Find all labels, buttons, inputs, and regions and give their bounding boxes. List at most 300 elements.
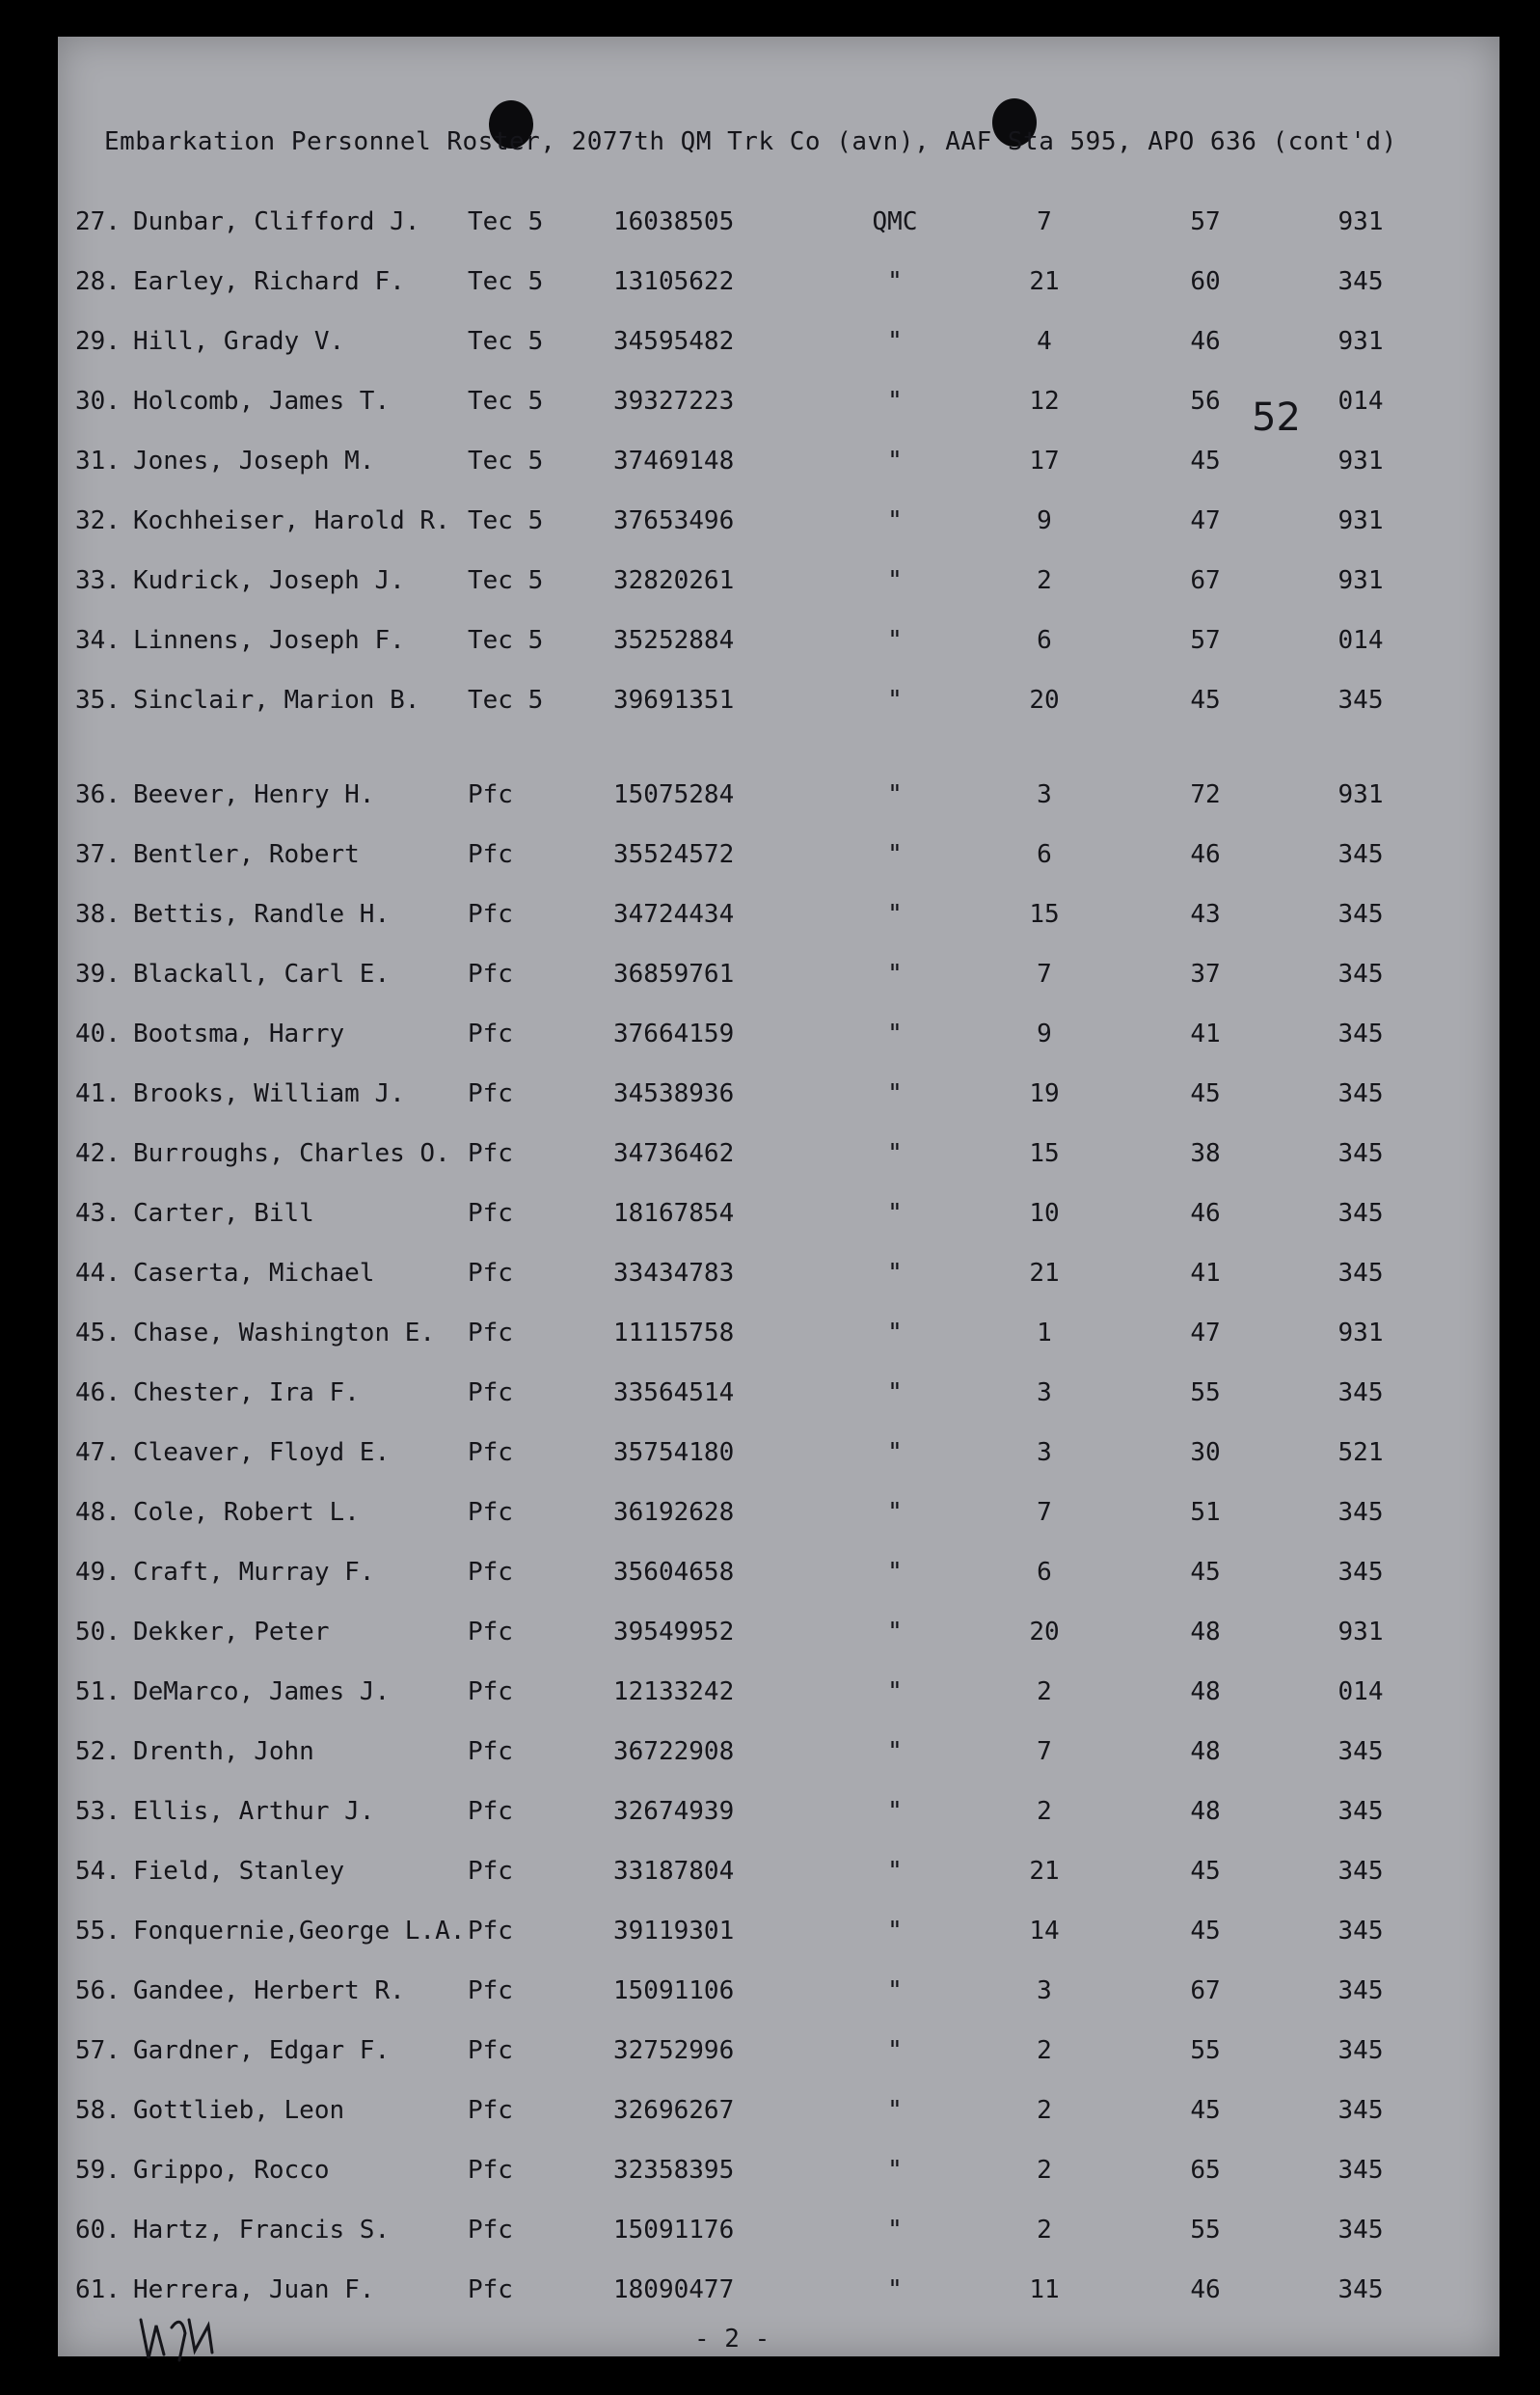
row-number: 33. [75, 566, 121, 595]
row-value-a: 2 [1037, 1677, 1052, 1706]
row-rank: Tec 5 [468, 387, 544, 416]
row-branch: " [887, 566, 903, 595]
row-serial-number: 39327223 [613, 387, 735, 416]
row-value-c: 345 [1337, 2036, 1384, 2065]
row-rank: Tec 5 [468, 267, 544, 296]
row-number: 57. [75, 2036, 121, 2065]
row-value-a: 15 [1029, 900, 1060, 929]
row-number: 41. [75, 1079, 121, 1108]
row-serial-number: 37469148 [613, 447, 735, 476]
row-branch: " [887, 1558, 903, 1587]
row-rank: Pfc [468, 900, 513, 929]
row-value-b: 48 [1190, 1618, 1221, 1647]
row-value-b: 55 [1190, 2036, 1221, 2065]
row-rank: Tec 5 [468, 327, 544, 356]
row-value-c: 345 [1337, 1020, 1384, 1048]
row-number: 58. [75, 2096, 121, 2125]
row-value-c: 931 [1337, 447, 1384, 476]
roster-header: Embarkation Personnel Roster, 2077th QM Trk Co (avn), AAF Sta 595, APO 636 (cont'd) [104, 127, 1397, 156]
row-value-b: 45 [1190, 1079, 1221, 1108]
row-value-b: 55 [1190, 1378, 1221, 1407]
row-branch: " [887, 1737, 903, 1766]
row-value-c: 345 [1337, 2096, 1384, 2125]
row-serial-number: 35604658 [613, 1558, 735, 1587]
row-value-b: 41 [1190, 1020, 1221, 1048]
row-serial-number: 18090477 [613, 2275, 735, 2304]
row-value-c: 931 [1337, 780, 1384, 809]
row-value-b: 30 [1190, 1438, 1221, 1467]
row-name: Blackall, Carl E. [133, 960, 391, 989]
row-branch: " [887, 840, 903, 869]
row-name: Beever, Henry H. [133, 780, 375, 809]
row-name: Dunbar, Clifford J. [133, 207, 420, 236]
row-rank: Pfc [468, 1079, 513, 1108]
roster-row [58, 1613, 1499, 1651]
row-rank: Tec 5 [468, 207, 544, 236]
roster-row [58, 1433, 1499, 1472]
row-value-c: 345 [1337, 1139, 1384, 1168]
row-rank: Pfc [468, 1498, 513, 1527]
row-name: Craft, Murray F. [133, 1558, 375, 1587]
row-value-c: 014 [1337, 387, 1384, 416]
row-serial-number: 33434783 [613, 1259, 735, 1288]
row-branch: " [887, 267, 903, 296]
row-branch: " [887, 1857, 903, 1886]
row-value-b: 41 [1190, 1259, 1221, 1288]
row-value-b: 60 [1190, 267, 1221, 296]
row-name: Caserta, Michael [133, 1259, 375, 1288]
row-number: 53. [75, 1797, 121, 1826]
row-value-b: 45 [1190, 1917, 1221, 1946]
row-number: 52. [75, 1737, 121, 1766]
row-value-c: 345 [1337, 1976, 1384, 2005]
row-value-c: 345 [1337, 900, 1384, 929]
row-value-b: 45 [1190, 686, 1221, 715]
row-name: Kudrick, Joseph J. [133, 566, 405, 595]
row-serial-number: 34538936 [613, 1079, 735, 1108]
row-rank: Pfc [468, 2156, 513, 2185]
row-rank: Pfc [468, 1558, 513, 1587]
row-rank: Pfc [468, 1139, 513, 1168]
row-value-b: 72 [1190, 780, 1221, 809]
row-value-c: 345 [1337, 1199, 1384, 1228]
row-number: 46. [75, 1378, 121, 1407]
row-serial-number: 32674939 [613, 1797, 735, 1826]
row-value-a: 4 [1037, 327, 1052, 356]
row-value-c: 345 [1337, 1917, 1384, 1946]
row-value-c: 014 [1337, 626, 1384, 655]
row-value-b: 67 [1190, 1976, 1221, 2005]
row-branch: " [887, 387, 903, 416]
row-branch: " [887, 780, 903, 809]
row-value-b: 47 [1190, 506, 1221, 535]
row-value-c: 931 [1337, 327, 1384, 356]
roster-row [58, 1075, 1499, 1113]
row-value-b: 37 [1190, 960, 1221, 989]
row-rank: Pfc [468, 1618, 513, 1647]
row-number: 61. [75, 2275, 121, 2304]
row-serial-number: 37664159 [613, 1020, 735, 1048]
row-name: Fonquernie,George L.A. [133, 1917, 466, 1946]
row-name: Brooks, William J. [133, 1079, 405, 1108]
row-value-a: 3 [1037, 1378, 1052, 1407]
row-value-a: 7 [1037, 960, 1052, 989]
row-rank: Pfc [468, 1319, 513, 1347]
row-value-c: 931 [1337, 506, 1384, 535]
row-rank: Pfc [468, 1259, 513, 1288]
row-number: 56. [75, 1976, 121, 2005]
row-value-b: 45 [1190, 1857, 1221, 1886]
row-value-a: 21 [1029, 267, 1060, 296]
row-value-b: 45 [1190, 2096, 1221, 2125]
row-serial-number: 16038505 [613, 207, 735, 236]
row-branch: " [887, 1797, 903, 1826]
row-name: Sinclair, Marion B. [133, 686, 420, 715]
row-value-a: 11 [1029, 2275, 1060, 2304]
row-number: 43. [75, 1199, 121, 1228]
row-branch: " [887, 1677, 903, 1706]
roster-row [58, 1194, 1499, 1233]
roster-row [58, 2091, 1499, 2130]
row-branch: " [887, 327, 903, 356]
row-value-b: 46 [1190, 1199, 1221, 1228]
row-name: Bettis, Randle H. [133, 900, 391, 929]
row-value-a: 15 [1029, 1139, 1060, 1168]
row-rank: Pfc [468, 1917, 513, 1946]
row-rank: Tec 5 [468, 566, 544, 595]
row-value-c: 345 [1337, 1079, 1384, 1108]
row-branch: " [887, 1139, 903, 1168]
row-value-a: 2 [1037, 2216, 1052, 2245]
row-branch: " [887, 626, 903, 655]
row-value-c: 931 [1337, 1618, 1384, 1647]
roster-row [58, 2031, 1499, 2070]
row-branch: " [887, 2156, 903, 2185]
roster-row [58, 2211, 1499, 2249]
row-serial-number: 32358395 [613, 2156, 735, 2185]
row-number: 50. [75, 1618, 121, 1647]
row-rank: Pfc [468, 960, 513, 989]
roster-row [58, 1732, 1499, 1771]
row-branch: " [887, 960, 903, 989]
row-value-c: 345 [1337, 267, 1384, 296]
row-number: 29. [75, 327, 121, 356]
row-rank: Pfc [468, 840, 513, 869]
row-value-b: 67 [1190, 566, 1221, 595]
row-value-a: 21 [1029, 1259, 1060, 1288]
row-serial-number: 36722908 [613, 1737, 735, 1766]
row-number: 37. [75, 840, 121, 869]
row-value-a: 1 [1037, 1319, 1052, 1347]
roster-row [58, 776, 1499, 814]
roster-row [58, 1314, 1499, 1352]
row-branch: " [887, 2036, 903, 2065]
row-rank: Tec 5 [468, 506, 544, 535]
row-serial-number: 35524572 [613, 840, 735, 869]
row-name: Gardner, Edgar F. [133, 2036, 391, 2065]
row-name: Carter, Bill [133, 1199, 314, 1228]
page-number: - 2 - [694, 2325, 770, 2354]
row-value-c: 345 [1337, 1498, 1384, 1527]
row-number: 40. [75, 1020, 121, 1048]
row-branch: " [887, 1020, 903, 1048]
row-name: Holcomb, James T. [133, 387, 391, 416]
row-branch: " [887, 1917, 903, 1946]
row-value-a: 6 [1037, 1558, 1052, 1587]
row-rank: Pfc [468, 2216, 513, 2245]
row-name: Bootsma, Harry [133, 1020, 345, 1048]
row-number: 48. [75, 1498, 121, 1527]
row-value-a: 9 [1037, 1020, 1052, 1048]
roster-rows [58, 37, 1499, 2356]
row-rank: Pfc [468, 1199, 513, 1228]
row-branch: " [887, 900, 903, 929]
row-name: Herrera, Juan F. [133, 2275, 375, 2304]
row-name: Drenth, John [133, 1737, 314, 1766]
row-name: DeMarco, James J. [133, 1677, 391, 1706]
row-rank: Pfc [468, 2275, 513, 2304]
row-value-b: 48 [1190, 1797, 1221, 1826]
row-number: 38. [75, 900, 121, 929]
row-serial-number: 39549952 [613, 1618, 735, 1647]
row-value-a: 2 [1037, 2156, 1052, 2185]
row-branch: " [887, 1498, 903, 1527]
row-value-b: 45 [1190, 447, 1221, 476]
row-value-b: 38 [1190, 1139, 1221, 1168]
row-rank: Tec 5 [468, 447, 544, 476]
roster-row [58, 322, 1499, 361]
row-branch: " [887, 1259, 903, 1288]
row-branch: " [887, 1319, 903, 1347]
roster-row [58, 1673, 1499, 1711]
row-branch: " [887, 1438, 903, 1467]
roster-row [58, 621, 1499, 660]
roster-row [58, 1134, 1499, 1173]
row-value-c: 345 [1337, 840, 1384, 869]
row-branch: " [887, 686, 903, 715]
roster-row [58, 442, 1499, 480]
row-value-b: 46 [1190, 2275, 1221, 2304]
row-branch: " [887, 2096, 903, 2125]
row-rank: Pfc [468, 1737, 513, 1766]
row-serial-number: 15091176 [613, 2216, 735, 2245]
row-value-a: 2 [1037, 1797, 1052, 1826]
row-name: Gandee, Herbert R. [133, 1976, 405, 2005]
row-value-a: 3 [1037, 780, 1052, 809]
row-name: Cleaver, Floyd E. [133, 1438, 391, 1467]
row-serial-number: 34736462 [613, 1139, 735, 1168]
roster-row [58, 561, 1499, 600]
row-serial-number: 35252884 [613, 626, 735, 655]
row-number: 35. [75, 686, 121, 715]
row-value-b: 48 [1190, 1677, 1221, 1706]
roster-row [58, 2151, 1499, 2190]
row-name: Cole, Robert L. [133, 1498, 360, 1527]
row-value-a: 20 [1029, 1618, 1060, 1647]
row-value-a: 7 [1037, 1498, 1052, 1527]
row-serial-number: 39119301 [613, 1917, 735, 1946]
row-number: 39. [75, 960, 121, 989]
roster-row [58, 1254, 1499, 1293]
row-number: 42. [75, 1139, 121, 1168]
handwritten-initials-icon [135, 2308, 222, 2366]
row-value-b: 46 [1190, 327, 1221, 356]
row-rank: Tec 5 [468, 626, 544, 655]
row-value-a: 7 [1037, 207, 1052, 236]
row-value-c: 345 [1337, 1378, 1384, 1407]
row-name: Ellis, Arthur J. [133, 1797, 375, 1826]
row-serial-number: 32820261 [613, 566, 735, 595]
row-branch: " [887, 1079, 903, 1108]
row-rank: Pfc [468, 1020, 513, 1048]
row-value-a: 2 [1037, 2096, 1052, 2125]
row-value-a: 12 [1029, 387, 1060, 416]
row-branch: " [887, 506, 903, 535]
row-value-c: 931 [1337, 1319, 1384, 1347]
row-name: Earley, Richard F. [133, 267, 405, 296]
row-name: Grippo, Rocco [133, 2156, 330, 2185]
row-serial-number: 11115758 [613, 1319, 735, 1347]
row-value-b: 55 [1190, 2216, 1221, 2245]
row-rank: Pfc [468, 1857, 513, 1886]
row-branch: " [887, 1976, 903, 2005]
row-name: Chester, Ira F. [133, 1378, 360, 1407]
row-serial-number: 12133242 [613, 1677, 735, 1706]
row-value-b: 57 [1190, 626, 1221, 655]
row-number: 49. [75, 1558, 121, 1587]
roster-row [58, 1553, 1499, 1592]
row-rank: Pfc [468, 1378, 513, 1407]
row-value-b: 57 [1190, 207, 1221, 236]
row-value-a: 3 [1037, 1438, 1052, 1467]
row-value-c: 521 [1337, 1438, 1384, 1467]
row-name: Bentler, Robert [133, 840, 360, 869]
row-value-b: 43 [1190, 900, 1221, 929]
row-number: 30. [75, 387, 121, 416]
row-rank: Pfc [468, 780, 513, 809]
row-name: Gottlieb, Leon [133, 2096, 345, 2125]
row-value-a: 6 [1037, 840, 1052, 869]
row-serial-number: 34724434 [613, 900, 735, 929]
row-value-c: 931 [1337, 207, 1384, 236]
roster-row [58, 1015, 1499, 1053]
row-serial-number: 34595482 [613, 327, 735, 356]
roster-page [58, 37, 1499, 2356]
row-number: 54. [75, 1857, 121, 1886]
row-name: Hartz, Francis S. [133, 2216, 391, 2245]
row-serial-number: 15075284 [613, 780, 735, 809]
row-serial-number: 33187804 [613, 1857, 735, 1886]
row-serial-number: 15091106 [613, 1976, 735, 2005]
row-branch: " [887, 447, 903, 476]
row-rank: Pfc [468, 2036, 513, 2065]
roster-row [58, 681, 1499, 720]
row-number: 36. [75, 780, 121, 809]
row-number: 27. [75, 207, 121, 236]
row-serial-number: 36192628 [613, 1498, 735, 1527]
row-branch: " [887, 2275, 903, 2304]
row-value-b: 56 [1190, 387, 1221, 416]
row-value-a: 2 [1037, 2036, 1052, 2065]
row-value-b: 45 [1190, 1558, 1221, 1587]
row-value-b: 65 [1190, 2156, 1221, 2185]
row-value-a: 6 [1037, 626, 1052, 655]
row-value-b: 48 [1190, 1737, 1221, 1766]
row-serial-number: 39691351 [613, 686, 735, 715]
row-value-a: 9 [1037, 506, 1052, 535]
row-name: Field, Stanley [133, 1857, 345, 1886]
row-name: Jones, Joseph M. [133, 447, 375, 476]
row-value-c: 345 [1337, 1558, 1384, 1587]
row-number: 34. [75, 626, 121, 655]
row-name: Kochheiser, Harold R. [133, 506, 450, 535]
row-rank: Pfc [468, 1976, 513, 2005]
row-value-a: 17 [1029, 447, 1060, 476]
row-value-c: 345 [1337, 2156, 1384, 2185]
row-value-c: 345 [1337, 1259, 1384, 1288]
row-value-c: 345 [1337, 1737, 1384, 1766]
row-branch: " [887, 2216, 903, 2245]
row-rank: Pfc [468, 1677, 513, 1706]
row-rank: Pfc [468, 2096, 513, 2125]
row-value-c: 345 [1337, 686, 1384, 715]
row-serial-number: 13105622 [613, 267, 735, 296]
row-name: Chase, Washington E. [133, 1319, 436, 1347]
row-branch: " [887, 1378, 903, 1407]
roster-row [58, 1912, 1499, 1950]
row-rank: Tec 5 [468, 686, 544, 715]
row-value-c: 345 [1337, 1857, 1384, 1886]
roster-row [58, 835, 1499, 874]
roster-row [58, 955, 1499, 993]
row-value-b: 51 [1190, 1498, 1221, 1527]
row-value-a: 7 [1037, 1737, 1052, 1766]
row-number: 47. [75, 1438, 121, 1467]
roster-row [58, 203, 1499, 241]
roster-row [58, 2271, 1499, 2309]
roster-row [58, 1374, 1499, 1412]
row-number: 28. [75, 267, 121, 296]
row-branch: " [887, 1199, 903, 1228]
row-number: 55. [75, 1917, 121, 1946]
row-value-a: 10 [1029, 1199, 1060, 1228]
row-value-c: 345 [1337, 1797, 1384, 1826]
row-value-a: 3 [1037, 1976, 1052, 2005]
row-rank: Pfc [468, 1438, 513, 1467]
row-serial-number: 18167854 [613, 1199, 735, 1228]
row-name: Linnens, Joseph F. [133, 626, 405, 655]
row-value-b: 46 [1190, 840, 1221, 869]
row-number: 51. [75, 1677, 121, 1706]
row-name: Burroughs, Charles O. [133, 1139, 450, 1168]
row-number: 60. [75, 2216, 121, 2245]
row-number: 45. [75, 1319, 121, 1347]
row-branch: QMC [872, 207, 918, 236]
row-serial-number: 32696267 [613, 2096, 735, 2125]
row-value-a: 19 [1029, 1079, 1060, 1108]
row-value-c: 345 [1337, 960, 1384, 989]
row-serial-number: 32752996 [613, 2036, 735, 2065]
roster-row [58, 1972, 1499, 2010]
roster-row [58, 1852, 1499, 1891]
row-rank: Pfc [468, 1797, 513, 1826]
row-number: 31. [75, 447, 121, 476]
row-serial-number: 35754180 [613, 1438, 735, 1467]
row-value-a: 2 [1037, 566, 1052, 595]
row-value-a: 14 [1029, 1917, 1060, 1946]
row-value-c: 931 [1337, 566, 1384, 595]
row-serial-number: 36859761 [613, 960, 735, 989]
